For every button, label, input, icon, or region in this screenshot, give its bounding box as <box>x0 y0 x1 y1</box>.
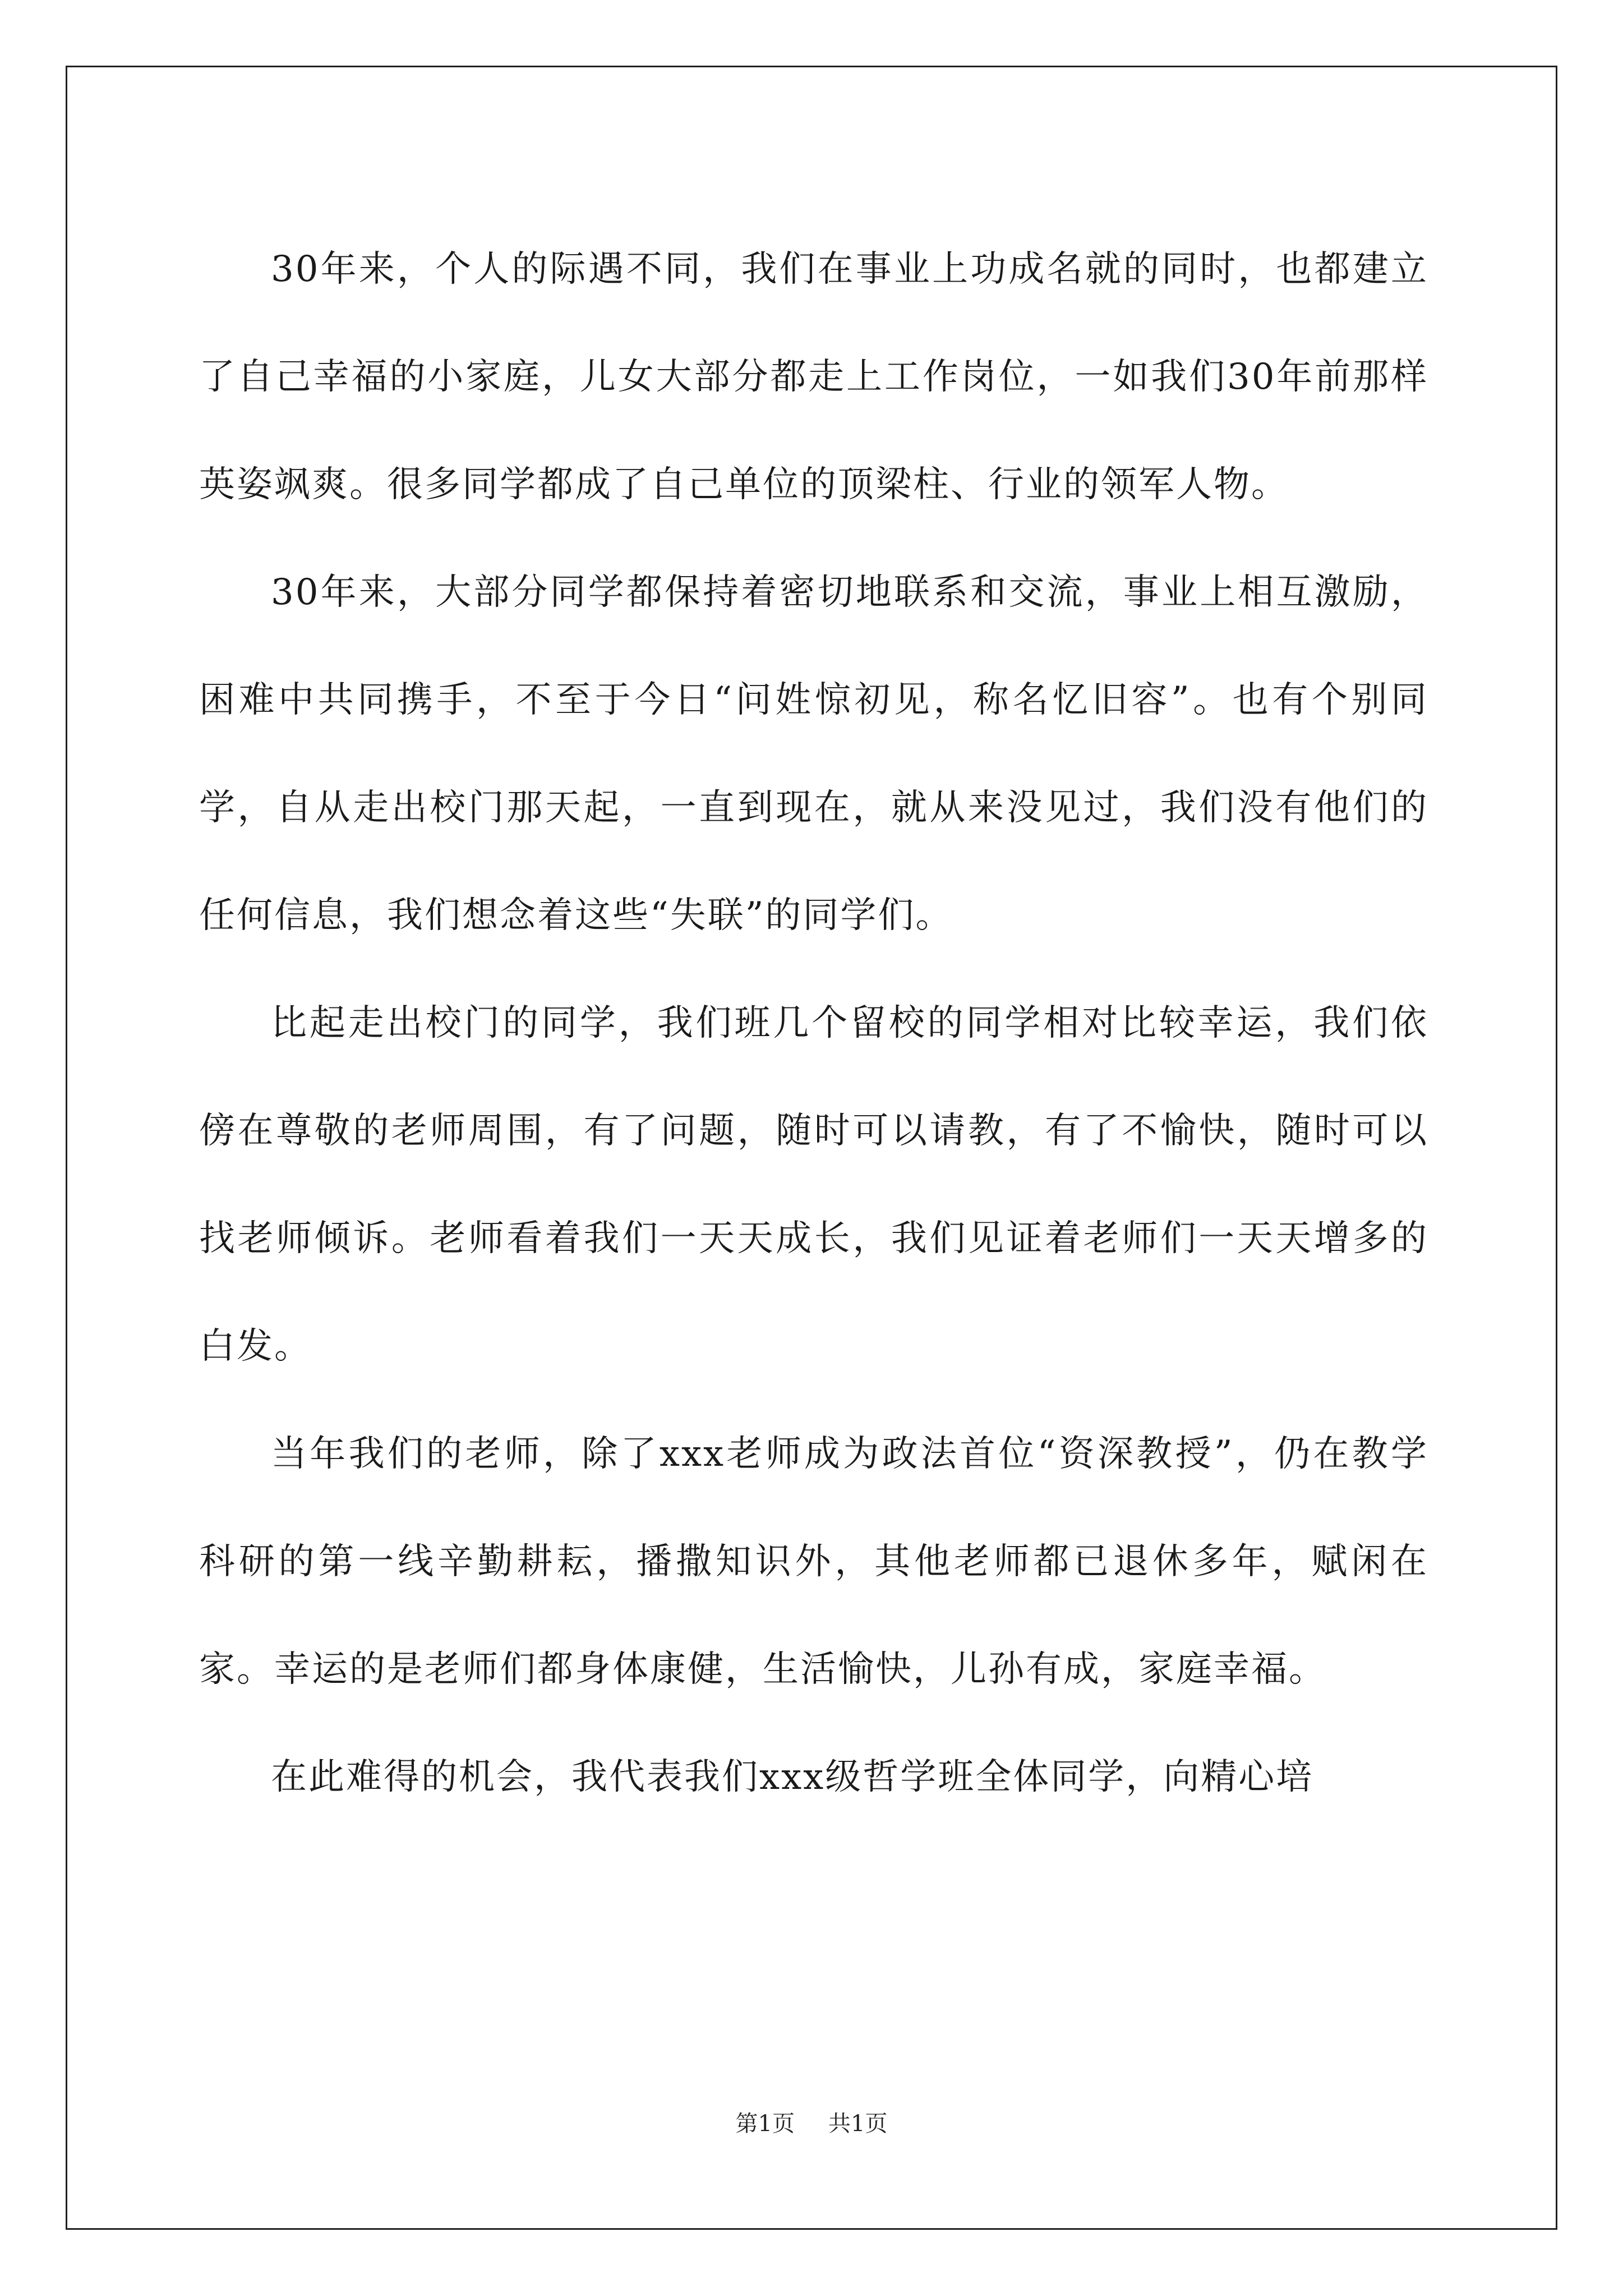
document-body <box>199 215 1428 1831</box>
paragraph-3: 比起走出校门的同学，我们班几个留校的同学相对比较幸运，我们依傍在尊敬的老师周围，有了问题，随时可以请教，有了不愉快，随时可以找老师倾诉。老师看着我们一天天成长，我们见证着老师们一天天增多的白发。 <box>199 1002 1428 1367</box>
paragraph-5: 在此难得的机会，我代表我们xxx级哲学班全体同学，向精心培 <box>271 1756 1314 1798</box>
page-total: 共1页 <box>828 2111 888 2137</box>
page-number: 第1页 <box>735 2111 795 2137</box>
page-footer <box>0 2107 1623 2141</box>
paragraph-1: 30年来，个人的际遇不同，我们在事业上功成名就的同时，也都建立了自己幸福的小家庭，儿女大部分都走上工作岗位，一如我们30年前那样英姿飒爽。很多同学都成了自己单位的顶梁柱、行业的领军人物。 <box>199 249 1428 505</box>
paragraph-2: 30年来，大部分同学都保持着密切地联系和交流，事业上相互激励，困难中共同携手，不至于今日“问姓惊初见，称名忆旧容”。也有个别同学，自从走出校门那天起，一直到现在，就从来没见过，我们没有他们的任何信息，我们想念着这些“失联”的同学们。 <box>199 572 1428 936</box>
paragraph-4: 当年我们的老师，除了xxx老师成为政法首位“资深教授”，仍在教学科研的第一线辛勤耕耘，播撒知识外，其他老师都已退休多年，赋闲在家。幸运的是老师们都身体康健，生活愉快，儿孙有成，家庭幸福。 <box>199 1433 1428 1690</box>
